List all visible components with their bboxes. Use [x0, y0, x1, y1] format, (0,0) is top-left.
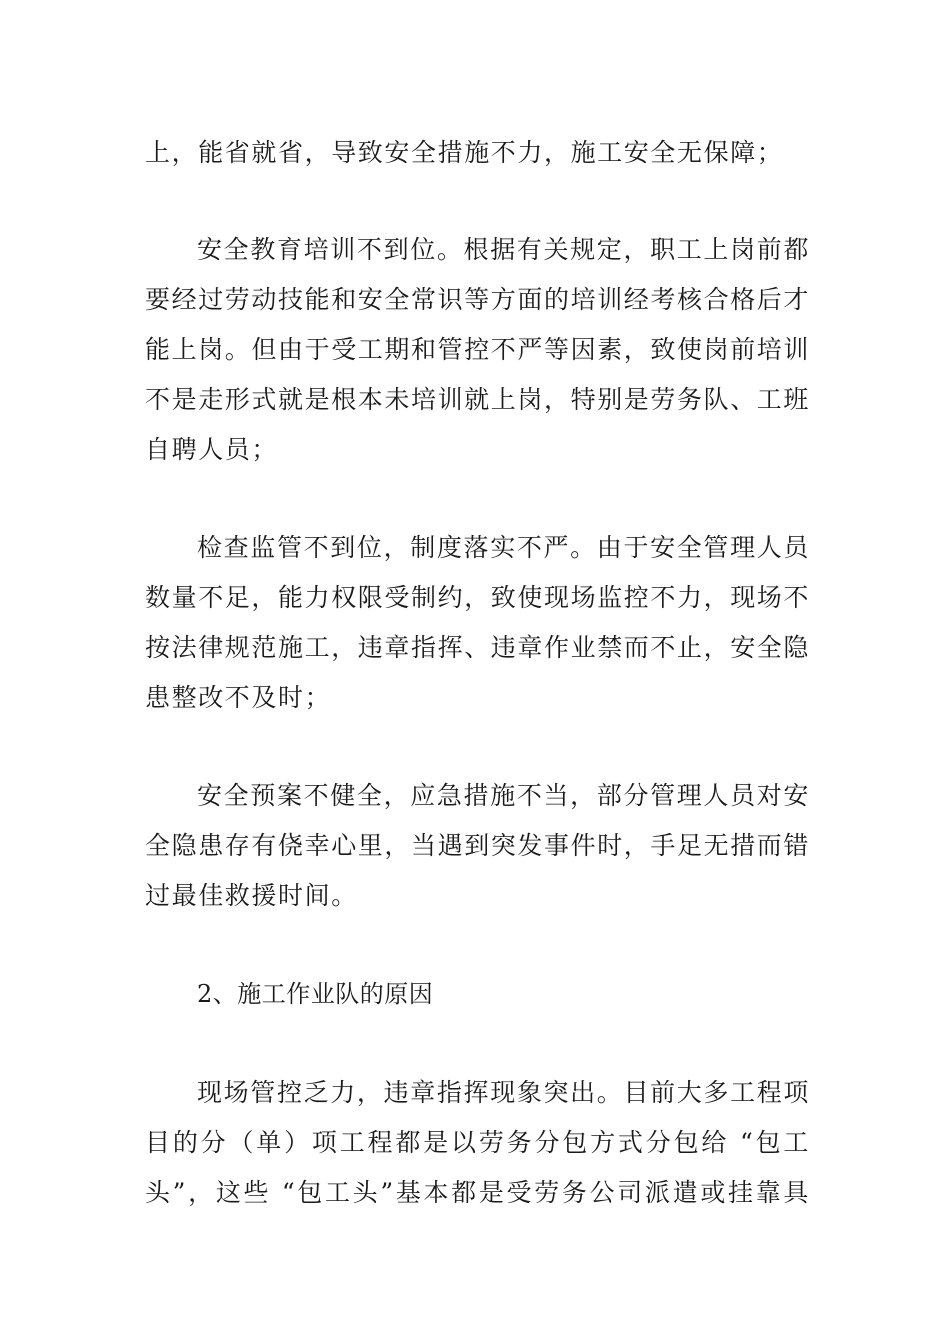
- paragraph-line: 目的分（单）项工程都是以劳务分包方式分包给 “包工: [145, 1128, 810, 1157]
- paragraph-line: 安全教育培训不到位。根据有关规定，职工上岗前都: [197, 235, 810, 264]
- paragraph-line: 检查监管不到位，制度落实不严。由于安全管理人员: [197, 533, 810, 562]
- section-heading: 2、施工作业队的原因: [197, 980, 434, 1008]
- paragraph-line: 上，能省就省，导致安全措施不力，施工安全无保障；: [145, 138, 784, 167]
- paragraph-line: 按法律规范施工，违章指挥、违章作业禁而不止，安全隐: [145, 633, 811, 662]
- paragraph-line: 安全预案不健全，应急措施不当，部分管理人员对安: [197, 781, 810, 810]
- paragraph-line: 自聘人员；: [145, 435, 279, 464]
- paragraph-line: 要经过劳动技能和安全常识等方面的培训经考核合格后才: [145, 285, 811, 314]
- paragraph-line: 全隐患存有侥幸心里，当遇到突发事件时，手足无措而错: [145, 831, 811, 860]
- paragraph-line: 不是走形式就是根本未培训就上岗，特别是劳务队、工班: [145, 385, 811, 414]
- paragraph-line: 患整改不及时；: [145, 683, 332, 712]
- paragraph-line: 能上岗。但由于受工期和管控不严等因素，致使岗前培训: [145, 335, 811, 364]
- paragraph-line: 现场管控乏力，违章指挥现象突出。目前大多工程项: [197, 1078, 810, 1107]
- paragraph-line: 头”，这些 “包工头”基本都是受劳务公司派遣或挂靠具: [145, 1178, 810, 1207]
- paragraph-line: 数量不足，能力权限受制约，致使现场监控不力，现场不: [145, 583, 811, 612]
- paragraph-line: 过最佳救援时间。: [145, 881, 358, 910]
